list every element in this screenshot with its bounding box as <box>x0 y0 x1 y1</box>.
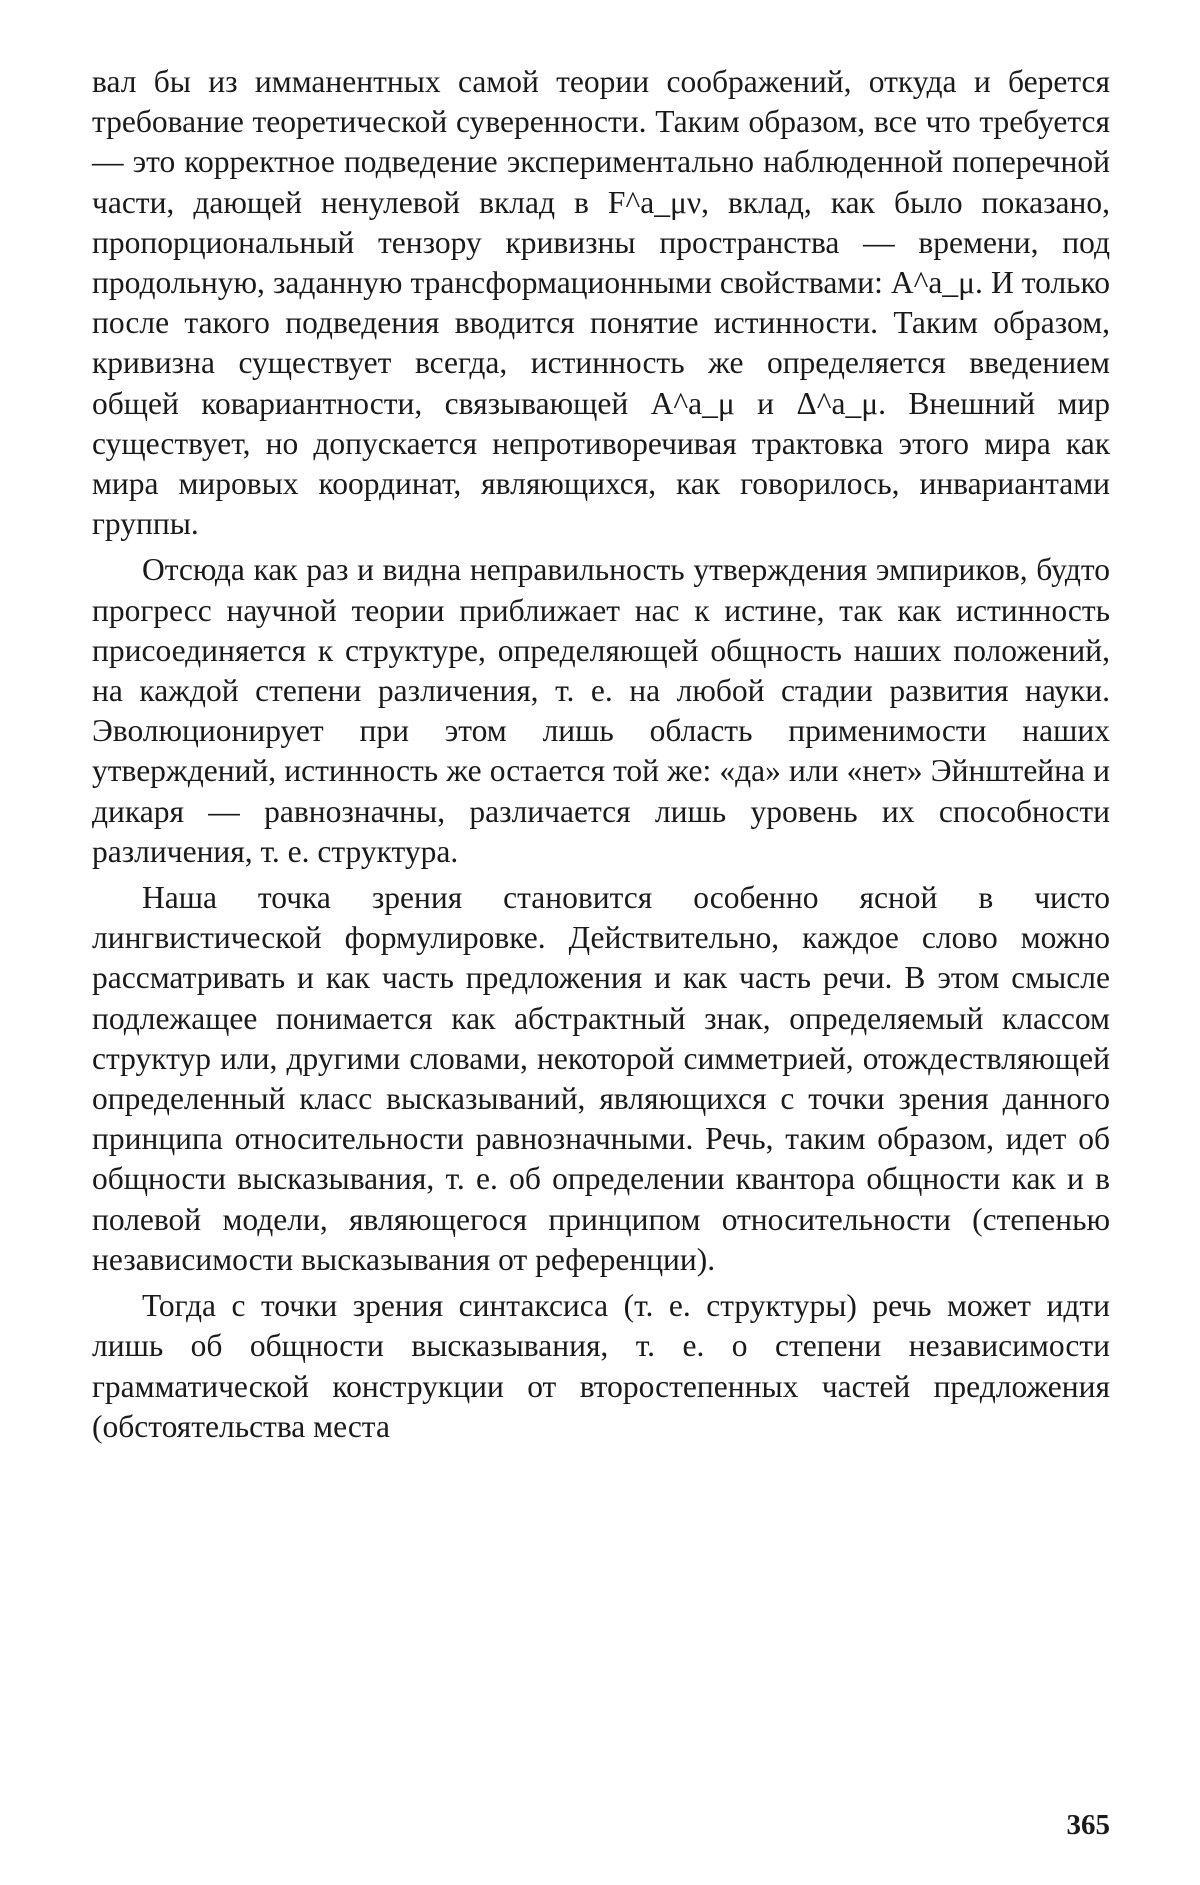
page-number: 365 <box>1066 1809 1110 1841</box>
book-page <box>92 62 1110 1842</box>
paragraph-1: вал бы из имманентных самой теории соображений, откуда и берется требование теоретической суверенности. Таким образом, все что требуется — это корректное подведение экспериментально наблюденной поперечной части, дающей ненулевой вклад в F^a_μν, вклад, как было показано, пропорциональный тензору кривизны пространства — времени, под продольную, заданную трансформационными свойствами: A^a_μ. И только после такого подведения вводится понятие истинности. Таким образом, кривизна существует всегда, истинность же определяется введением общей ковариантности, связывающей A^a_μ и Δ^a_μ. Внешний мир существует, но допускается непротиворечивая трактовка этого мира как мира мировых координат, являющихся, как говорилось, инвариантами группы. <box>92 64 1110 542</box>
paragraph-3: Наша точка зрения становится особенно ясной в чисто лингвистической формулировке. Действительно, каждое слово можно рассматривать и как часть предложения и как часть речи. В этом смысле подлежащее понимается как абстрактный знак, определяемый классом структур или, другими словами, некоторой симметрией, отождествляющей определенный класс высказываний, являющихся с точки зрения данного принципа относительности равнозначными. Речь, таким образом, идет об общности высказывания, т. е. об определении квантора общности как и в полевой модели, являющегося принципом относительности (степенью независимости высказывания от референции). <box>92 880 1110 1277</box>
paragraph-2: Отсюда как раз и видна неправильность утверждения эмпириков, будто прогресс научной теории приближает нас к истине, так как истинность присоединяется к структуре, определяющей общность наших положений, на каждой степени различения, т. е. на любой стадии развития науки. Эволюционирует при этом лишь область применимости наших утверждений, истинность же остается той же: «да» или «нет» Эйнштейна и дикаря — равнозначны, различается лишь уровень их способности различения, т. е. структура. <box>92 552 1110 869</box>
paragraph-4: Тогда с точки зрения синтаксиса (т. е. структуры) речь может идти лишь об общности высказывания, т. е. о степени независимости грамматической конструкции от второстепенных частей предложения (обстоятельства места <box>92 1288 1110 1444</box>
